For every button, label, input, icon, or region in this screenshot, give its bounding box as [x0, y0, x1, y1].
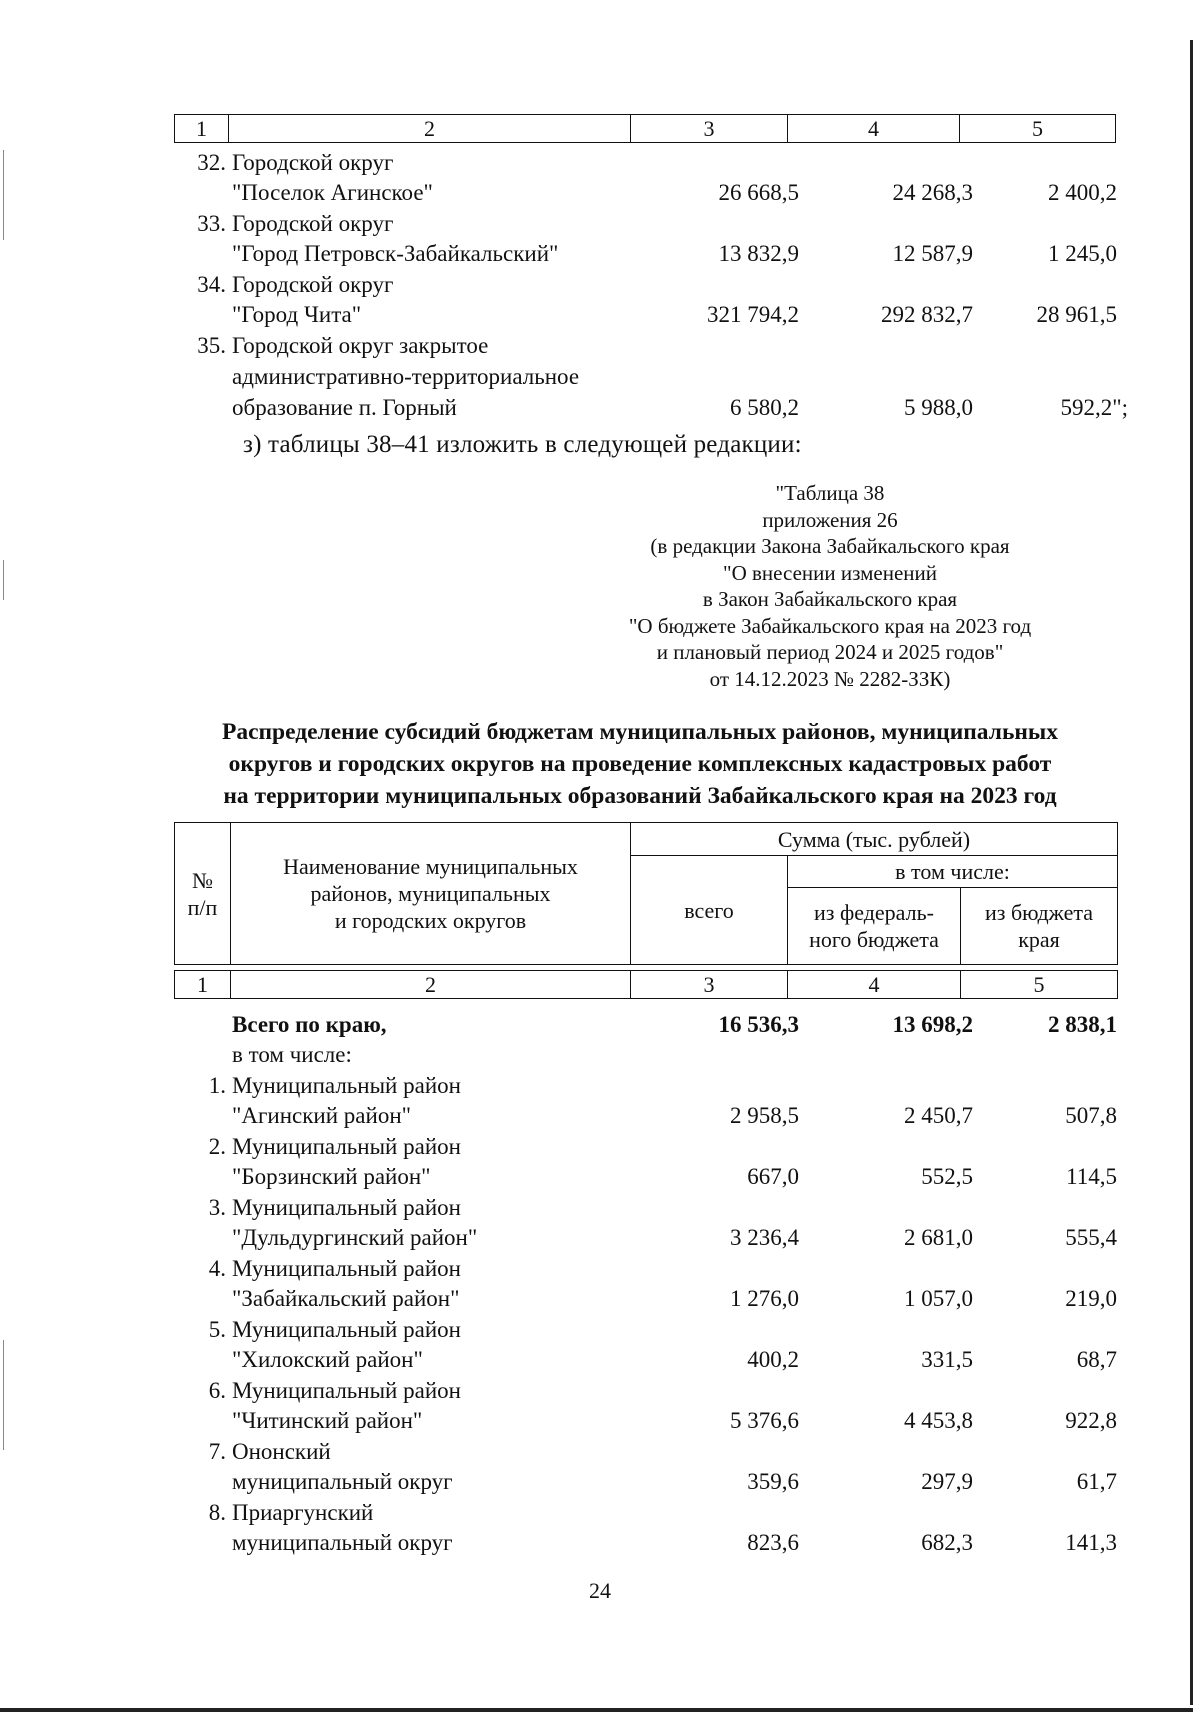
- caption-line: и плановый период 2024 и 2025 годов": [656, 640, 1004, 664]
- scan-edge-bottom: [0, 1708, 1193, 1712]
- cell-federal: 682,3: [921, 1530, 973, 1555]
- table-row: [174, 1498, 1115, 1558]
- header-number-sign: №: [192, 867, 213, 893]
- header-name-line: и городских округов: [334, 908, 527, 933]
- row-name-line: Приаргунский: [232, 1500, 374, 1525]
- cell-total: 1 276,0: [730, 1286, 799, 1311]
- cell-total: 359,6: [747, 1469, 799, 1494]
- row-name-line: Городской округ: [232, 150, 394, 175]
- column-number: 1: [175, 971, 231, 999]
- row-name-line: административно-территориальное: [232, 364, 580, 389]
- column-number: 3: [631, 115, 788, 143]
- scan-mark: [3, 150, 4, 240]
- header-total: всего: [631, 856, 788, 965]
- table-title: [150, 716, 1130, 812]
- header-regional-line: края: [1018, 927, 1060, 952]
- main-table-header: [174, 822, 1118, 999]
- row-name-line: Муниципальный район: [232, 1195, 461, 1220]
- cell-regional: 141,3: [1065, 1530, 1117, 1555]
- row-name-line: Городской округ закрытое: [232, 333, 489, 358]
- cell-regional: 507,8: [1065, 1103, 1117, 1128]
- row-name-line: Муниципальный район: [232, 1317, 461, 1342]
- header-number-cell: [175, 823, 231, 965]
- cell-total: 400,2: [747, 1347, 799, 1372]
- cell-regional: 592,2";: [1060, 395, 1128, 420]
- cell-total: 667,0: [747, 1164, 799, 1189]
- title-line: на территории муниципальных образований Забайкальского края на 2023 год: [223, 783, 1057, 809]
- table-row: [174, 1315, 1115, 1375]
- caption-line: (в редакции Закона Забайкальского края: [650, 534, 1010, 558]
- header-including: в том числе:: [788, 856, 1118, 888]
- row-name-line: "Забайкальский район": [232, 1286, 460, 1311]
- row-name-line: "Читинский район": [232, 1408, 423, 1433]
- column-number: 5: [961, 971, 1118, 999]
- header-regional: [961, 888, 1118, 965]
- cell-total: 26 668,5: [718, 180, 799, 205]
- row-number: 32.: [197, 150, 226, 175]
- cell-regional: 1 245,0: [1048, 241, 1117, 266]
- cell-federal: 292 832,7: [881, 302, 973, 327]
- header-federal-line: из федераль-: [814, 900, 934, 925]
- scan-mark: [3, 560, 4, 600]
- row-number: 8.: [208, 1500, 226, 1525]
- cell-total: 3 236,4: [730, 1225, 799, 1250]
- row-name-line: Городской округ: [232, 272, 394, 297]
- cell-regional: 2 838,1: [1048, 1012, 1117, 1037]
- column-number: 5: [960, 115, 1116, 143]
- cell-federal: 552,5: [921, 1164, 973, 1189]
- cell-regional: 28 961,5: [1036, 302, 1117, 327]
- table-row: [174, 209, 1115, 269]
- total-label: Всего по краю,: [232, 1012, 387, 1037]
- cell-total: 6 580,2: [730, 395, 799, 420]
- continued-table-header: [174, 114, 1116, 143]
- row-name-line: "Город Петровск-Забайкальский": [232, 241, 559, 266]
- row-name-line: образование п. Горный: [232, 395, 457, 420]
- total-row: [174, 1010, 1115, 1040]
- cell-federal: 297,9: [921, 1469, 973, 1494]
- cell-total: 5 376,6: [730, 1408, 799, 1433]
- cell-total: 321 794,2: [707, 302, 799, 327]
- caption-line: "О внесении изменений: [723, 560, 937, 585]
- header-sum: Сумма (тыс. рублей): [631, 823, 1118, 856]
- title-line: Распределение субсидий бюджетам муниципальных районов, муниципальных: [221, 719, 1059, 745]
- row-number: 34.: [197, 272, 226, 297]
- cell-federal: 1 057,0: [904, 1286, 973, 1311]
- table-row: [174, 1437, 1115, 1497]
- cell-total: 823,6: [747, 1530, 799, 1555]
- table-row: [174, 331, 1128, 423]
- caption-line: "Таблица 38: [775, 481, 885, 505]
- cell-total: 16 536,3: [718, 1012, 799, 1037]
- cell-federal: 24 268,3: [892, 180, 973, 205]
- column-number: 3: [631, 971, 788, 999]
- row-number: 4.: [208, 1256, 226, 1281]
- row-name-line: "Город Чита": [232, 302, 362, 327]
- header-federal: [788, 888, 961, 965]
- row-name-line: Муниципальный район: [232, 1073, 461, 1098]
- header-name-line: районов, муниципальных: [310, 881, 551, 906]
- page-number: 24: [589, 1578, 611, 1603]
- row-name-line: "Поселок Агинское": [232, 180, 433, 205]
- scan-mark: [3, 1340, 4, 1450]
- header-name-cell: [231, 823, 631, 965]
- row-name-line: "Борзинский район": [232, 1164, 431, 1189]
- cell-federal: 2 681,0: [904, 1225, 973, 1250]
- row-name-line: "Дульдургинский район": [232, 1225, 478, 1250]
- cell-regional: 922,8: [1065, 1408, 1117, 1433]
- cell-regional: 2 400,2: [1048, 180, 1117, 205]
- cell-regional: 114,5: [1066, 1164, 1117, 1189]
- cell-federal: 2 450,7: [904, 1103, 973, 1128]
- title-line: округов и городских округов на проведение комплексных кадастровых работ: [228, 751, 1052, 777]
- header-name-line: Наименование муниципальных: [283, 854, 578, 879]
- cell-federal: 13 698,2: [892, 1012, 973, 1037]
- column-number: 2: [229, 115, 631, 143]
- cell-regional: 68,7: [1076, 1347, 1117, 1372]
- amendment-instruction: з) таблицы 38–41 изложить в следующей редакции:: [243, 431, 802, 458]
- cell-federal: 5 988,0: [904, 395, 973, 420]
- row-name-line: Ононский: [232, 1439, 331, 1464]
- table-row: [174, 1193, 1115, 1253]
- row-name-line: "Хилокский район": [232, 1347, 423, 1372]
- cell-regional: 219,0: [1065, 1286, 1117, 1311]
- cell-regional: 555,4: [1065, 1225, 1117, 1250]
- row-number: 35.: [197, 333, 226, 358]
- table-row: [174, 1254, 1115, 1314]
- caption-line: в Закон Забайкальского края: [702, 587, 958, 611]
- column-number: 1: [175, 115, 229, 143]
- table-row: [174, 148, 1115, 208]
- row-name-line: Муниципальный район: [232, 1134, 461, 1159]
- row-number: 1.: [208, 1073, 226, 1098]
- table-caption: [570, 480, 1090, 692]
- table-row: [174, 1071, 1115, 1131]
- caption-line: приложения 26: [762, 507, 898, 532]
- header-federal-line: ного бюджета: [809, 927, 939, 952]
- column-number: 2: [231, 971, 631, 999]
- table-row: [174, 270, 1115, 330]
- row-name-line: Городской округ: [232, 211, 394, 236]
- cell-total: 2 958,5: [730, 1103, 799, 1128]
- scan-edge-right: [1190, 40, 1193, 1705]
- cell-federal: 4 453,8: [904, 1408, 973, 1433]
- row-name-line: Муниципальный район: [232, 1256, 461, 1281]
- row-number: 6.: [208, 1378, 226, 1403]
- header-number-abbr: п/п: [187, 894, 218, 920]
- cell-regional: 61,7: [1076, 1469, 1117, 1494]
- row-number: 5.: [208, 1317, 226, 1342]
- row-name-line: Муниципальный район: [232, 1378, 461, 1403]
- cell-total: 13 832,9: [718, 241, 799, 266]
- row-number: 2.: [208, 1134, 226, 1159]
- table-row: [174, 1376, 1115, 1436]
- row-number: 3.: [208, 1195, 226, 1220]
- row-number: 7.: [208, 1439, 226, 1464]
- including-row: [174, 1040, 1115, 1070]
- row-name-line: "Агинский район": [232, 1103, 412, 1128]
- row-number: 33.: [197, 211, 226, 236]
- table-row: [174, 1132, 1115, 1192]
- caption-line: "О бюджете Забайкальского края на 2023 год: [628, 613, 1032, 638]
- including-label: в том числе:: [232, 1042, 352, 1067]
- column-number: 4: [788, 971, 961, 999]
- cell-federal: 331,5: [921, 1347, 973, 1372]
- caption-line: от 14.12.2023 № 2282-ЗЗК): [709, 666, 951, 691]
- header-regional-line: из бюджета: [985, 900, 1094, 925]
- cell-federal: 12 587,9: [892, 241, 973, 266]
- row-name-line: муниципальный округ: [232, 1469, 453, 1494]
- row-name-line: муниципальный округ: [232, 1530, 453, 1555]
- column-number: 4: [788, 115, 960, 143]
